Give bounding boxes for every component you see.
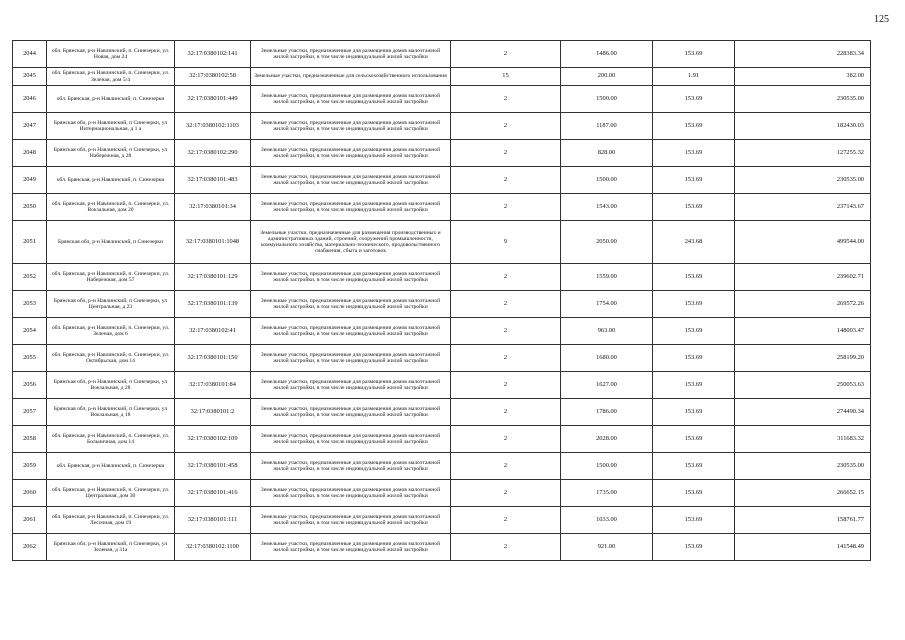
row-number: 2045 <box>13 68 47 86</box>
cadastral-value-cell: 266652.15 <box>735 480 871 507</box>
row-number: 2059 <box>13 453 47 480</box>
rate-cell: 153.69 <box>653 426 735 453</box>
rate-cell: 153.69 <box>653 113 735 140</box>
cadastral-number-cell: 32:17:0380101:483 <box>175 167 251 194</box>
table-row <box>13 264 871 291</box>
row-number: 2052 <box>13 264 47 291</box>
cadastral-number-cell: 32:17:0380101:458 <box>175 453 251 480</box>
area-cell: 1500.00 <box>561 167 653 194</box>
cadastral-number-cell: 32:17:0380102:58 <box>175 68 251 86</box>
rate-cell: 243.68 <box>653 221 735 264</box>
group-cell: 2 <box>451 167 561 194</box>
cadastral-number-cell: 32:17:0380102:1100 <box>175 534 251 561</box>
land-use-cell: Земельные участки, предназначенные для размещения домов малоэтажной жилой застройки, в том числе индивидуальной жилой застройки <box>251 372 451 399</box>
rate-cell: 153.69 <box>653 41 735 68</box>
row-number: 2055 <box>13 345 47 372</box>
address-cell: Брянская обл, р-н Навлинский, п Синезерки, ул Вокзальная, д 28 <box>47 372 175 399</box>
land-use-cell: Земельные участки, предназначенные для размещения производственных и административных зданий, строений, сооружений промышленности, коммунального хозяйства, материально-технического, продовольственного снабжения, сбыта и заготовок <box>251 221 451 264</box>
cadastral-number-cell: 32:17:0380101:84 <box>175 372 251 399</box>
group-cell: 2 <box>451 318 561 345</box>
group-cell: 2 <box>451 480 561 507</box>
address-cell: обл. Брянская, р-н Навлинский, п. Синезерки <box>47 453 175 480</box>
land-use-cell: Земельные участки, предназначенные для размещения домов малоэтажной жилой застройки, в том числе индивидуальной жилой застройки <box>251 480 451 507</box>
address-cell: обл. Брянская, р-н Навлинский, п. Синезерки, ул. Вокзальная, дом 20 <box>47 194 175 221</box>
cadastral-number-cell: 32:17:0380101:139 <box>175 291 251 318</box>
land-use-cell: Земельные участки, предназначенные для размещения домов малоэтажной жилой застройки, в том числе индивидуальной жилой застройки <box>251 167 451 194</box>
rate-cell: 153.69 <box>653 372 735 399</box>
land-use-cell: Земельные участки, предназначенные для размещения домов малоэтажной жилой застройки, в том числе индивидуальной жилой застройки <box>251 41 451 68</box>
group-cell: 2 <box>451 345 561 372</box>
land-use-cell: Земельные участки, предназначенные для размещения домов малоэтажной жилой застройки, в том числе индивидуальной жилой застройки <box>251 264 451 291</box>
rate-cell: 153.69 <box>653 86 735 113</box>
land-use-cell: Земельные участки, предназначенные для размещения домов малоэтажной жилой застройки, в том числе индивидуальной жилой застройки <box>251 426 451 453</box>
address-cell: обл. Брянская, р-н Навлинский, п. Синезерки <box>47 167 175 194</box>
rate-cell: 1.91 <box>653 68 735 86</box>
land-use-cell: Земельные участки, предназначенные для размещения домов малоэтажной жилой застройки, в том числе индивидуальной жилой застройки <box>251 507 451 534</box>
cadastral-value-cell: 228383.34 <box>735 41 871 68</box>
group-cell: 2 <box>451 399 561 426</box>
cadastral-value-cell: 499544.00 <box>735 221 871 264</box>
rate-cell: 153.69 <box>653 534 735 561</box>
land-use-cell: Земельные участки, предназначенные для размещения домов малоэтажной жилой застройки, в том числе индивидуальной жилой застройки <box>251 113 451 140</box>
cadastral-value-cell: 230535.00 <box>735 86 871 113</box>
group-cell: 15 <box>451 68 561 86</box>
row-number: 2051 <box>13 221 47 264</box>
cadastral-value-cell: 258199.20 <box>735 345 871 372</box>
cadastral-number-cell: 32:17:0380101:2 <box>175 399 251 426</box>
address-cell: обл. Брянская, р-н Навлинский, п. Синезерки, ул. Набережная, дом 57 <box>47 264 175 291</box>
land-use-cell: Земельные участки, предназначенные для размещения домов малоэтажной жилой застройки, в том числе индивидуальной жилой застройки <box>251 194 451 221</box>
area-cell: 963.00 <box>561 318 653 345</box>
address-cell: обл. Брянская, р-н Навлинский, п. Синезерки <box>47 86 175 113</box>
table-row <box>13 480 871 507</box>
address-cell: обл. Брянская, р-н Навлинский, п. Синезерки, ул. Лесочная, дом 19 <box>47 507 175 534</box>
address-cell: обл. Брянская, р-н Навлинский, п. Синезерки, ул. Центральная, дом 30 <box>47 480 175 507</box>
cadastral-value-cell: 127255.32 <box>735 140 871 167</box>
row-number: 2061 <box>13 507 47 534</box>
land-use-cell: Земельные участки, предназначенные для сельскохозяйственного использования <box>251 68 451 86</box>
address-cell: обл. Брянская, р-н Навлинский, п. Синезерки, ул. Зеленая, дом 6 <box>47 318 175 345</box>
area-cell: 828.00 <box>561 140 653 167</box>
area-cell: 1559.00 <box>561 264 653 291</box>
row-number: 2046 <box>13 86 47 113</box>
area-cell: 200.00 <box>561 68 653 86</box>
cadastral-number-cell: 32:17:0380102:141 <box>175 41 251 68</box>
group-cell: 2 <box>451 372 561 399</box>
area-cell: 1187.00 <box>561 113 653 140</box>
row-number: 2054 <box>13 318 47 345</box>
row-number: 2056 <box>13 372 47 399</box>
group-cell: 2 <box>451 426 561 453</box>
cadastral-number-cell: 32:17:0380101:1048 <box>175 221 251 264</box>
table-row <box>13 221 871 264</box>
cadastral-number-cell: 32:17:0380101:416 <box>175 480 251 507</box>
table-row <box>13 345 871 372</box>
cadastral-number-cell: 32:17:0380101:129 <box>175 264 251 291</box>
rate-cell: 153.69 <box>653 318 735 345</box>
address-cell: Брянская обл, р-н Навлинский, п Синезерки, ул Вокзальная, д 18 <box>47 399 175 426</box>
cadastral-value-cell: 250053.63 <box>735 372 871 399</box>
cadastral-number-cell: 32:17:0380101:34 <box>175 194 251 221</box>
address-cell: Брянская обл, р-н Навлинский, п Синезерки, ул Зеленая, д 31а <box>47 534 175 561</box>
land-use-cell: Земельные участки, предназначенные для размещения домов малоэтажной жилой застройки, в том числе индивидуальной жилой застройки <box>251 318 451 345</box>
land-use-cell: Земельные участки, предназначенные для размещения домов малоэтажной жилой застройки, в том числе индивидуальной жилой застройки <box>251 534 451 561</box>
cadastral-number-cell: 32:17:0380102:109 <box>175 426 251 453</box>
area-cell: 1754.00 <box>561 291 653 318</box>
table-row <box>13 318 871 345</box>
group-cell: 2 <box>451 264 561 291</box>
land-use-cell: Земельные участки, предназначенные для размещения домов малоэтажной жилой застройки, в том числе индивидуальной жилой застройки <box>251 86 451 113</box>
cadastral-value-table <box>12 40 871 561</box>
row-number: 2053 <box>13 291 47 318</box>
table-row <box>13 140 871 167</box>
cadastral-number-cell: 32:17:0380101:111 <box>175 507 251 534</box>
address-cell: Брянская обл, р-н Навлинский, п Синезерки, ул Набережная, д 28 <box>47 140 175 167</box>
group-cell: 2 <box>451 507 561 534</box>
cadastral-value-cell: 239602.71 <box>735 264 871 291</box>
address-cell: Брянская обл, р-н Навлинский, п Синезерки, ул Интернациональная, д 1 а <box>47 113 175 140</box>
rate-cell: 153.69 <box>653 453 735 480</box>
area-cell: 2028.00 <box>561 426 653 453</box>
group-cell: 9 <box>451 221 561 264</box>
cadastral-number-cell: 32:17:0380102:1103 <box>175 113 251 140</box>
address-cell: обл. Брянская, р-н Навлинский, п. Синезерки, ул. Больничная, дом 14 <box>47 426 175 453</box>
rate-cell: 153.69 <box>653 140 735 167</box>
cadastral-value-cell: 269572.26 <box>735 291 871 318</box>
cadastral-value-cell: 182430.03 <box>735 113 871 140</box>
group-cell: 2 <box>451 291 561 318</box>
rate-cell: 153.69 <box>653 480 735 507</box>
table-row <box>13 372 871 399</box>
table-row <box>13 194 871 221</box>
rate-cell: 153.69 <box>653 399 735 426</box>
address-cell: обл. Брянская, р-н Навлинский, п. Синезерки, ул. Зеленая, дом 5/4 <box>47 68 175 86</box>
table-row <box>13 507 871 534</box>
cadastral-number-cell: 32:17:0380101:150 <box>175 345 251 372</box>
rate-cell: 153.69 <box>653 291 735 318</box>
page-number: 125 <box>874 14 889 25</box>
cadastral-value-cell: 274490.34 <box>735 399 871 426</box>
land-use-cell: Земельные участки, предназначенные для размещения домов малоэтажной жилой застройки, в том числе индивидуальной жилой застройки <box>251 453 451 480</box>
row-number: 2057 <box>13 399 47 426</box>
cadastral-number-cell: 32:17:0380102:41 <box>175 318 251 345</box>
rate-cell: 153.69 <box>653 264 735 291</box>
table-row <box>13 453 871 480</box>
group-cell: 2 <box>451 41 561 68</box>
group-cell: 2 <box>451 140 561 167</box>
cadastral-value-cell: 311683.32 <box>735 426 871 453</box>
table-row <box>13 167 871 194</box>
group-cell: 2 <box>451 86 561 113</box>
table-row <box>13 426 871 453</box>
area-cell: 1627.00 <box>561 372 653 399</box>
cadastral-value-cell: 382.00 <box>735 68 871 86</box>
land-use-cell: Земельные участки, предназначенные для размещения домов малоэтажной жилой застройки, в том числе индивидуальной жилой застройки <box>251 399 451 426</box>
table-row <box>13 113 871 140</box>
area-cell: 1033.00 <box>561 507 653 534</box>
cadastral-value-cell: 158761.77 <box>735 507 871 534</box>
table-row <box>13 291 871 318</box>
row-number: 2062 <box>13 534 47 561</box>
row-number: 2060 <box>13 480 47 507</box>
table-row <box>13 68 871 86</box>
table-row <box>13 86 871 113</box>
cadastral-value-cell: 141548.49 <box>735 534 871 561</box>
cadastral-value-cell: 237143.67 <box>735 194 871 221</box>
row-number: 2044 <box>13 41 47 68</box>
cadastral-number-cell: 32:17:0380102:290 <box>175 140 251 167</box>
area-cell: 1486.00 <box>561 41 653 68</box>
area-cell: 1680.00 <box>561 345 653 372</box>
area-cell: 1543.00 <box>561 194 653 221</box>
address-cell: обл. Брянская, р-н Навлинский, п. Синезерки, ул. Новая, дом 24 <box>47 41 175 68</box>
address-cell: обл. Брянская, р-н Навлинский, п. Синезерки, ул. Октябрьская, дом 14 <box>47 345 175 372</box>
area-cell: 2050.00 <box>561 221 653 264</box>
group-cell: 2 <box>451 194 561 221</box>
table-row <box>13 399 871 426</box>
area-cell: 921.00 <box>561 534 653 561</box>
row-number: 2058 <box>13 426 47 453</box>
area-cell: 1735.00 <box>561 480 653 507</box>
address-cell: Брянская обл, р-н Навлинский, п Синезерки <box>47 221 175 264</box>
table-row <box>13 41 871 68</box>
area-cell: 1500.00 <box>561 86 653 113</box>
table-row <box>13 534 871 561</box>
land-use-cell: Земельные участки, предназначенные для размещения домов малоэтажной жилой застройки, в том числе индивидуальной жилой застройки <box>251 140 451 167</box>
cadastral-number-cell: 32:17:0380101:449 <box>175 86 251 113</box>
land-use-cell: Земельные участки, предназначенные для размещения домов малоэтажной жилой застройки, в том числе индивидуальной жилой застройки <box>251 345 451 372</box>
area-cell: 1500.00 <box>561 453 653 480</box>
land-use-cell: Земельные участки, предназначенные для размещения домов малоэтажной жилой застройки, в том числе индивидуальной жилой застройки <box>251 291 451 318</box>
row-number: 2047 <box>13 113 47 140</box>
group-cell: 2 <box>451 113 561 140</box>
area-cell: 1786.00 <box>561 399 653 426</box>
cadastral-value-cell: 148003.47 <box>735 318 871 345</box>
row-number: 2050 <box>13 194 47 221</box>
cadastral-value-cell: 230535.00 <box>735 453 871 480</box>
rate-cell: 153.69 <box>653 507 735 534</box>
group-cell: 2 <box>451 534 561 561</box>
rate-cell: 153.69 <box>653 167 735 194</box>
cadastral-value-cell: 230535.00 <box>735 167 871 194</box>
row-number: 2048 <box>13 140 47 167</box>
row-number: 2049 <box>13 167 47 194</box>
address-cell: Брянская обл, р-н Навлинский, п Синезерки, ул Центральная, д 23 <box>47 291 175 318</box>
group-cell: 2 <box>451 453 561 480</box>
rate-cell: 153.69 <box>653 345 735 372</box>
rate-cell: 153.69 <box>653 194 735 221</box>
